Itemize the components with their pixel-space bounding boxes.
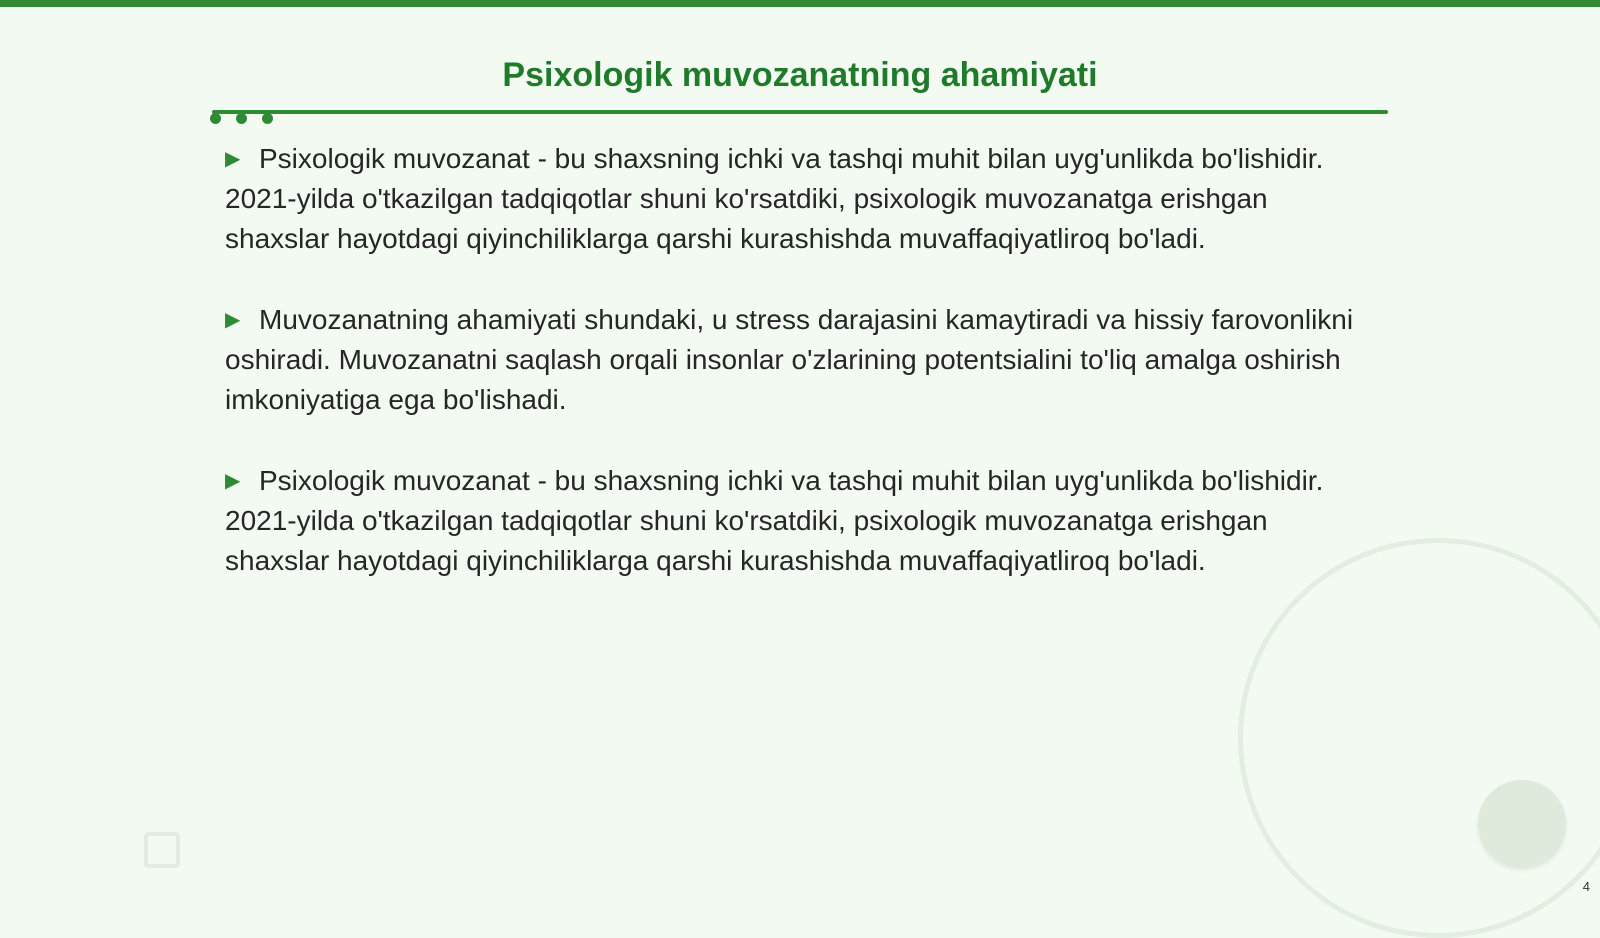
- paragraph-text: Psixologik muvozanat - bu shaxsning ichki va tashqi muhit bilan uyg'unlikda bo'lishidir. 2021-yilda o'tkazilgan tadqiqotlar shuni ko'rsatdiki, psixologik muvozanatga erishgan shaxslar hayotdagi qiyinchiliklarga qarshi kurashishda muvaffaqiyatliroq bo'ladi.: [225, 465, 1324, 576]
- decorative-circle: [1478, 780, 1566, 868]
- underline-dot: [210, 113, 221, 124]
- bullet-paragraph: [225, 461, 1355, 581]
- decorative-square: [144, 832, 180, 868]
- page-number: 4: [1582, 879, 1590, 894]
- underline-dot: [236, 113, 247, 124]
- slide-title: Psixologik muvozanatning ahamiyati: [502, 56, 1098, 94]
- top-accent-bar: [0, 0, 1600, 7]
- triangle-right-icon: ▶: [225, 470, 241, 492]
- bullet-paragraph: [225, 139, 1355, 259]
- paragraph-text: Muvozanatning ahamiyati shundaki, u stress darajasini kamaytiradi va hissiy farovonlikni oshiradi. Muvozanatni saqlash orqali insonlar o'zlarining potentsialini to'liq amalga oshirish imkoniyatiga ega bo'lishadi.: [225, 304, 1354, 415]
- triangle-right-icon: ▶: [225, 309, 241, 331]
- underline-dot: [262, 113, 273, 124]
- bullet-paragraph: [225, 300, 1355, 420]
- title-underline: [212, 110, 1388, 114]
- paragraph-text: Psixologik muvozanat - bu shaxsning ichki va tashqi muhit bilan uyg'unlikda bo'lishidir. 2021-yilda o'tkazilgan tadqiqotlar shuni ko'rsatdiki, psixologik muvozanatga erishgan shaxslar hayotdagi qiyinchiliklarga qarshi kurashishda muvaffaqiyatliroq bo'ladi.: [225, 143, 1324, 254]
- triangle-right-icon: ▶: [225, 148, 241, 170]
- bullet-list: [225, 139, 1355, 622]
